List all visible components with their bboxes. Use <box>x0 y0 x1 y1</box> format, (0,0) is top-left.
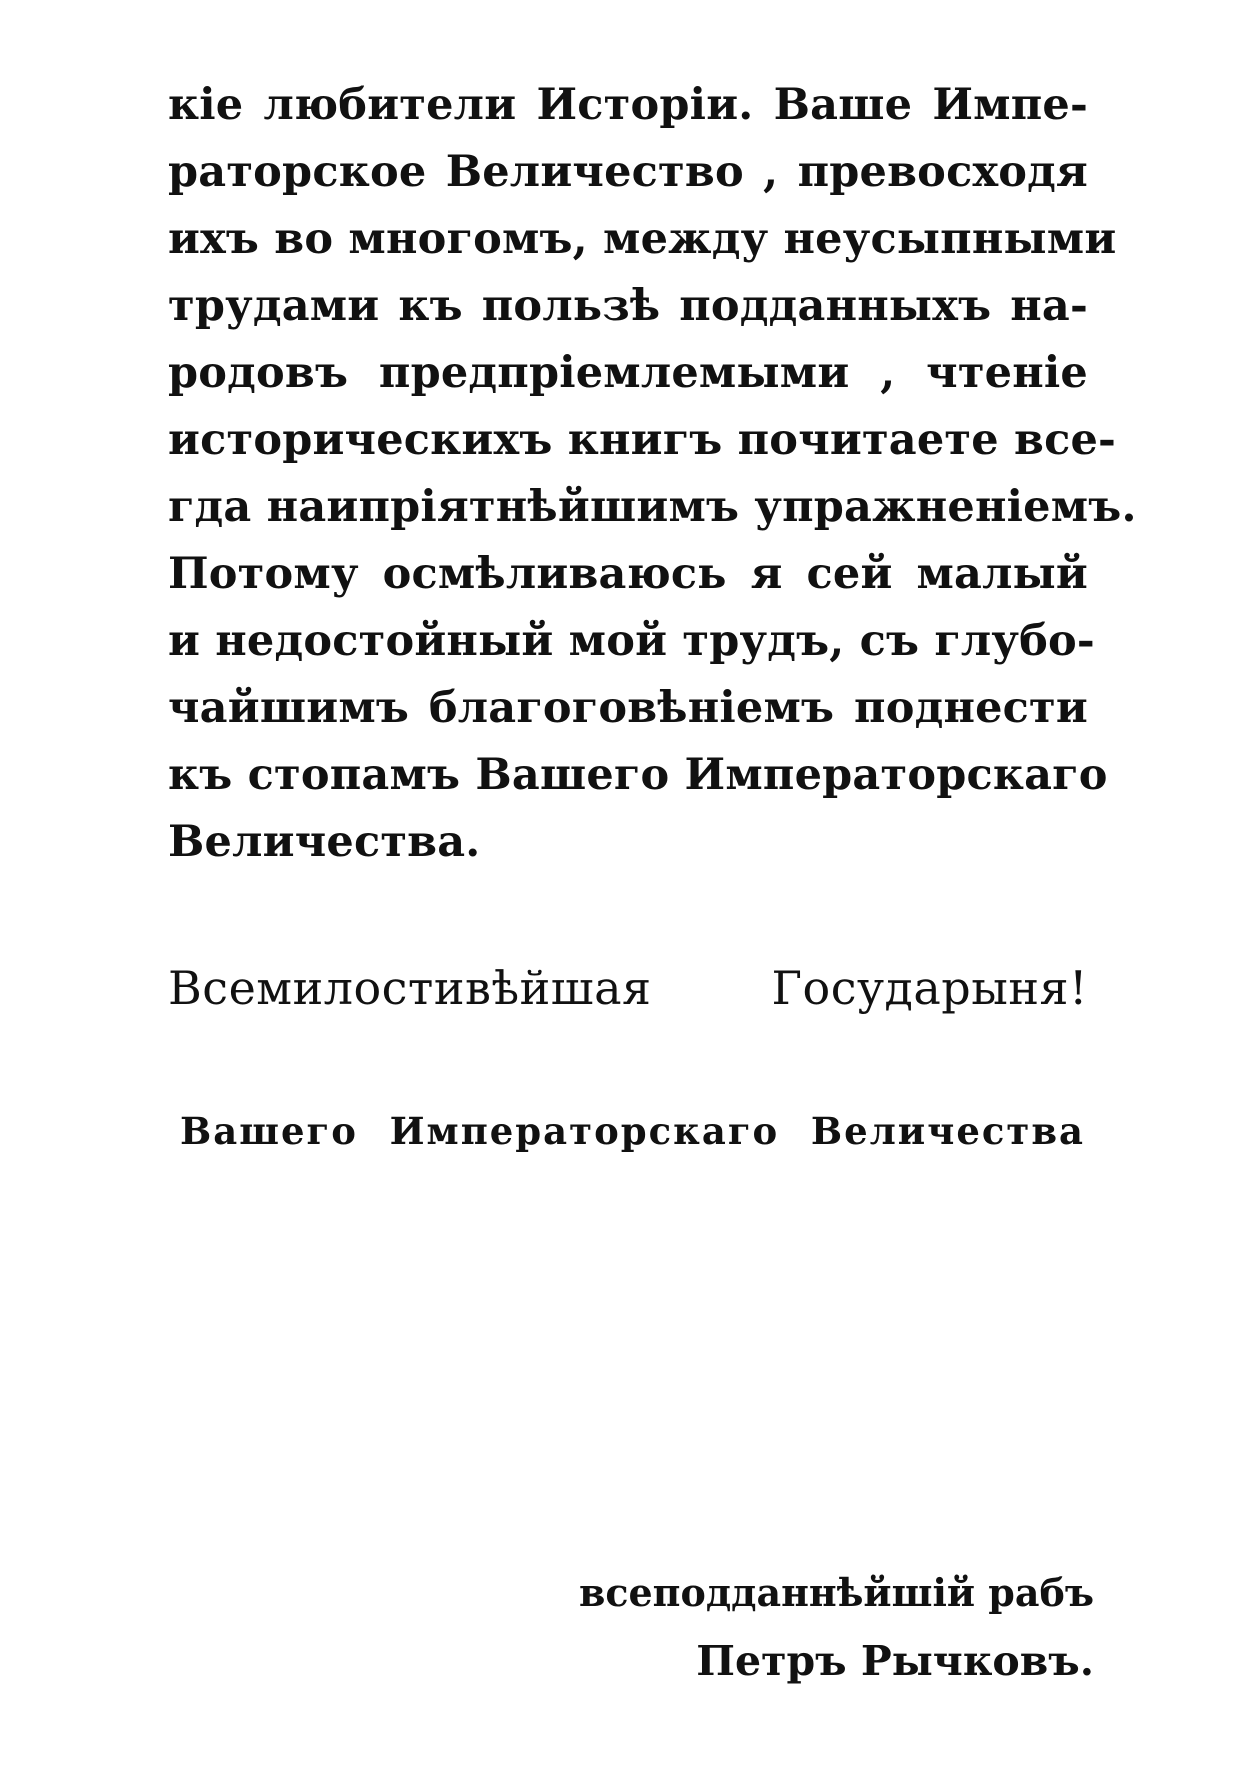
body-line-7: гда наипріятнѣйшимъ упражненіемъ. <box>168 482 1137 532</box>
body-line-8: Потому осмѣливаюсь я сей малый <box>168 549 1088 599</box>
body-line-9: и недостойный мой трудъ, съ глубо- <box>168 616 1095 666</box>
body-line-10: чайшимъ благоговѣніемъ поднести <box>168 683 1088 733</box>
dedication-body <box>168 72 1137 876</box>
closing-majesty-line: Вашего Императорскаго Величества <box>180 1109 1085 1153</box>
body-line-11: къ стопамъ Вашего Императорскаго <box>168 750 1108 800</box>
body-line-3: ихъ во многомъ, между неусыпными <box>168 214 1117 264</box>
body-line-5: родовъ предпріемлемыми , чтеніе <box>168 348 1088 398</box>
body-line-12: Величества. <box>168 817 481 867</box>
signature-title: всеподданнѣйшій рабъ <box>578 1570 1094 1615</box>
body-line-2: раторское Величество , превосходя <box>168 147 1088 197</box>
salutation-heading: Всемилостивѣйшая Государыня! <box>168 961 1088 1015</box>
signature-name: Петръ Рычковъ. <box>696 1637 1094 1685</box>
body-line-4: трудами къ пользѣ подданныхъ на- <box>168 281 1088 331</box>
body-line-1: кіе любители Исторіи. Ваше Импе- <box>168 80 1088 130</box>
body-line-6: историческихъ книгъ почитаете все- <box>168 415 1117 465</box>
